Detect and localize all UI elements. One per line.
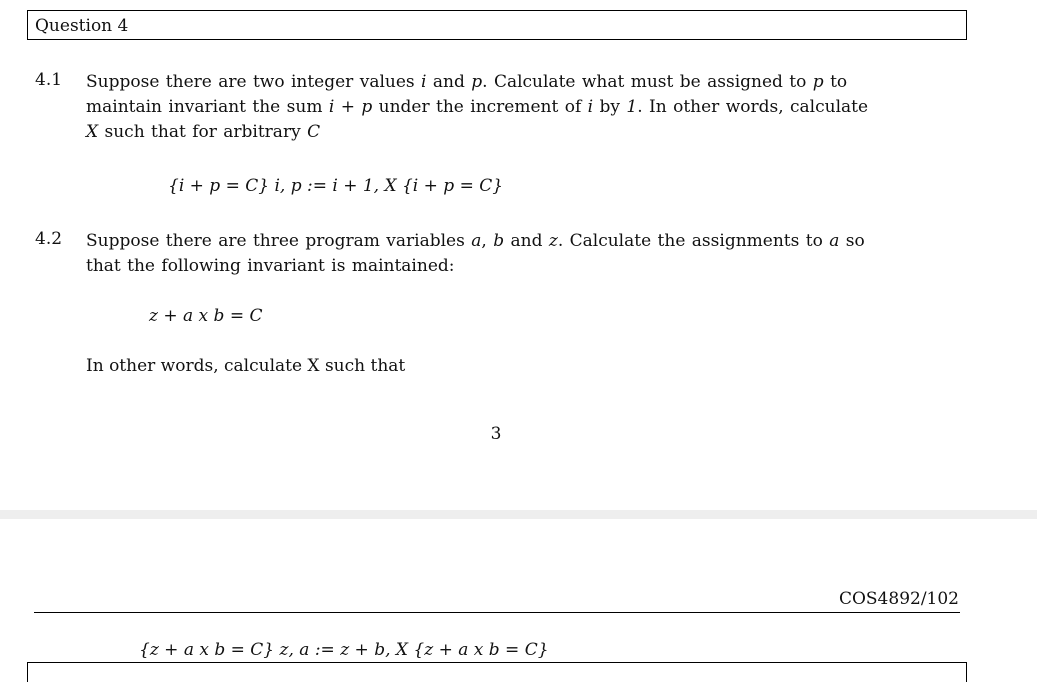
course-code-header: COS4892/102 bbox=[838, 589, 959, 609]
item-4-2-number: 4.2 bbox=[35, 229, 63, 249]
item-4-2-formula: {z + a x b = C} z, a := z + b, X {z + a x b = C} bbox=[139, 640, 549, 660]
item-4-2-text bbox=[86, 229, 960, 279]
next-question-box-edge bbox=[27, 662, 967, 682]
page-4 bbox=[0, 519, 1037, 673]
item-4-1-line-1: Suppose there are two integer values i and p. Calculate what must be assigned to p to bbox=[86, 72, 848, 92]
page-number: 3 bbox=[490, 424, 502, 444]
item-4-1-formula: {i + p = C} i, p := i + 1, X {i + p = C} bbox=[168, 176, 504, 196]
item-4-1-line-2: maintain invariant the sum i + p under the increment of i by 1. In other words, calculate bbox=[86, 97, 869, 117]
item-4-2-invariant: z + a x b = C bbox=[149, 306, 263, 326]
item-4-1-text bbox=[86, 70, 960, 145]
header-rule bbox=[34, 612, 960, 613]
item-4-1-line-3: X such that for arbitrary C bbox=[86, 122, 321, 142]
question-title-box bbox=[27, 10, 967, 40]
item-4-2-followup: In other words, calculate X such that bbox=[86, 356, 406, 376]
question-title: Question 4 bbox=[35, 16, 129, 36]
page-separator bbox=[0, 510, 1037, 519]
item-4-2-line-2: that the following invariant is maintained: bbox=[86, 256, 455, 276]
item-4-1-number: 4.1 bbox=[35, 70, 63, 90]
item-4-2-line-1: Suppose there are three program variables a, b and z. Calculate the assignments to a so bbox=[86, 231, 865, 251]
